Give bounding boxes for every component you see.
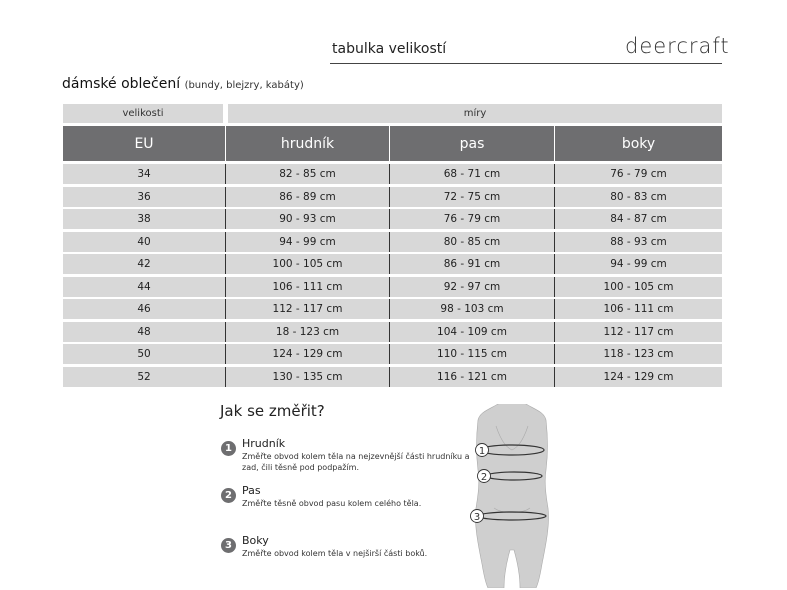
cell-chest: 112 - 117 cm: [226, 299, 390, 319]
cell-hips: 106 - 111 cm: [603, 303, 674, 315]
table-row: [63, 164, 722, 184]
cell-chest: 94 - 99 cm: [226, 232, 390, 252]
cell-hips: 112 - 117 cm: [603, 325, 674, 338]
table-row: [63, 322, 722, 342]
cell-size-eu: 46: [63, 299, 226, 319]
table-row: [63, 344, 722, 364]
column-header-chest: hrudník: [226, 126, 390, 161]
cell-chest: 90 - 93 cm: [226, 209, 390, 229]
column-header-hips: boky: [621, 135, 656, 152]
howto-title: Jak se změřit?: [220, 402, 325, 420]
table-row: [63, 209, 722, 229]
cell-waist: 80 - 85 cm: [390, 232, 555, 252]
table-row: [63, 187, 722, 207]
cell-hips: 88 - 93 cm: [610, 235, 667, 248]
group-header-sizes: velikosti: [63, 104, 223, 123]
step-label: Hrudník: [242, 437, 286, 450]
figure-marker-1: [476, 444, 489, 458]
cell-size-eu: 42: [63, 254, 226, 274]
cell-chest: 18 - 123 cm: [226, 322, 390, 342]
cell-hips: 94 - 99 cm: [610, 258, 667, 270]
cell-size-eu: 40: [63, 232, 226, 252]
column-header-eu: EU: [63, 126, 226, 161]
section-title: [62, 76, 304, 92]
column-header-row: [63, 126, 722, 161]
cell-waist: 110 - 115 cm: [390, 344, 555, 364]
cell-size-eu: 34: [63, 164, 226, 184]
cell-size-eu: 48: [63, 322, 226, 342]
figure-marker-2: [478, 470, 491, 484]
cell-waist: 104 - 109 cm: [390, 322, 555, 342]
cell-hips: 76 - 79 cm: [610, 168, 667, 180]
table-row: [63, 367, 722, 387]
size-table: [63, 104, 722, 389]
cell-size-eu: 38: [63, 209, 226, 229]
body-figure-icon: [462, 404, 562, 588]
brand-logo: deercraft: [625, 34, 730, 58]
cell-size-eu: 50: [63, 344, 226, 364]
cell-waist: 72 - 75 cm: [390, 187, 555, 207]
cell-waist: 92 - 97 cm: [390, 277, 555, 297]
cell-size-eu: 36: [63, 187, 226, 207]
table-row: [63, 254, 722, 274]
table-row: [63, 232, 722, 252]
group-header-measures: míry: [228, 104, 722, 123]
step-number-badge: 2: [221, 488, 236, 503]
cell-chest: 86 - 89 cm: [226, 187, 390, 207]
step-number-badge: 1: [221, 441, 236, 456]
cell-chest: 106 - 111 cm: [226, 277, 390, 297]
section-heading: dámské oblečení: [62, 76, 181, 92]
cell-chest: 124 - 129 cm: [226, 344, 390, 364]
cell-size-eu: 52: [63, 367, 226, 387]
step-label: Pas: [242, 484, 261, 497]
cell-hips: 80 - 83 cm: [610, 190, 667, 203]
cell-chest: 130 - 135 cm: [226, 367, 390, 387]
step-description: Změřte obvod kolem těla na nejzevnější části hrudníku a zad, čili těsně pod podpažím.: [242, 452, 470, 472]
figure-marker-label: 2: [480, 472, 488, 483]
table-row: [63, 299, 722, 319]
cell-hips: 118 - 123 cm: [603, 348, 674, 360]
table-row: [63, 277, 722, 297]
cell-size-eu: 44: [63, 277, 226, 297]
cell-chest: 82 - 85 cm: [226, 164, 390, 184]
cell-waist: 68 - 71 cm: [390, 164, 555, 184]
section-subtitle: (bundy, blejzry, kabáty): [184, 80, 304, 91]
step-label: Boky: [242, 534, 269, 547]
step-description: Změřte těsně obvod pasu kolem celého těla.: [242, 499, 422, 508]
cell-waist: 86 - 91 cm: [390, 254, 555, 274]
cell-hips: 84 - 87 cm: [610, 213, 667, 225]
step-number-badge: 3: [221, 538, 236, 553]
figure-marker-label: 1: [478, 446, 486, 457]
cell-hips: 124 - 129 cm: [603, 370, 674, 383]
figure-marker-label: 3: [473, 512, 481, 523]
figure-marker-3: [471, 510, 484, 524]
cell-waist: 76 - 79 cm: [390, 209, 555, 229]
step-description: Změřte obvod kolem těla v nejširší části boků.: [242, 549, 428, 558]
cell-hips: 100 - 105 cm: [603, 280, 674, 293]
chart-title: tabulka velikostí: [332, 41, 447, 57]
column-header-waist: pas: [390, 126, 555, 161]
header-divider: [330, 63, 722, 64]
cell-waist: 98 - 103 cm: [390, 299, 555, 319]
group-header-row: [63, 104, 722, 123]
cell-chest: 100 - 105 cm: [226, 254, 390, 274]
table-body: [63, 164, 722, 387]
cell-waist: 116 - 121 cm: [390, 367, 555, 387]
